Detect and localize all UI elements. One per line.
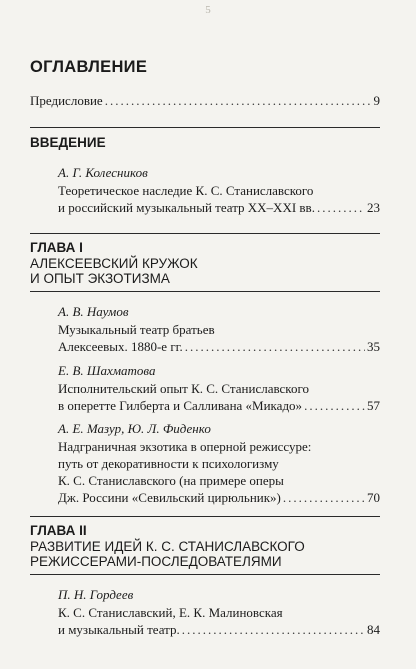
entry-title-line: К. С. Станиславский, Е. К. Малиновская (58, 605, 283, 620)
entry-page: 23 (367, 200, 380, 215)
entry-title-line: Дж. Россини «Севильский цирюльник») (58, 490, 281, 505)
page-folio: 5 (205, 4, 211, 16)
entry-title-line: и музыкальный театр. (58, 622, 180, 637)
entry-author: А. Е. Мазур, Ю. Л. Фиденко (58, 421, 211, 436)
entry-title-line: Музыкальный театр братьев (58, 322, 215, 337)
toc-title: ОГЛАВЛЕНИЕ (30, 58, 148, 76)
section-subtitle-line: РЕЖИССЕРАМИ-ПОСЛЕДОВАТЕЛЯМИ (30, 554, 282, 569)
section-rule (30, 291, 380, 292)
dot-leader (283, 489, 365, 506)
section-heading-ch2: ГЛАВА II РАЗВИТИЕ ИДЕЙ К. С. СТАНИСЛАВСКОГО РЕЖИССЕРАМИ-ПОСЛЕДОВАТЕЛЯМИ (30, 523, 380, 570)
entry-title-line: путь от декоративности к психологизму (58, 456, 279, 471)
toc-entry[interactable] (58, 321, 380, 355)
section-rule (30, 516, 380, 517)
entry-title-line: Исполнительский опыт К. С. Станиславского (58, 381, 309, 396)
entry-page: 70 (367, 490, 380, 505)
entry-page: 57 (367, 398, 380, 413)
entry-author: П. Н. Гордеев (58, 587, 134, 602)
entry-page: 9 (373, 93, 380, 108)
dot-leader (304, 397, 365, 414)
section-subtitle-line: АЛЕКСЕЕВСКИЙ КРУЖОК (30, 255, 198, 271)
section-rule (30, 574, 380, 575)
entry-title-line: Теоретическое наследие К. С. Станиславского (58, 183, 314, 198)
entry-title-line: К. С. Станиславского (на примере оперы (58, 473, 284, 488)
section-heading-ch1: ГЛАВА I АЛЕКСЕЕВСКИЙ КРУЖОК И ОПЫТ ЭКЗОТИЗМА (30, 240, 380, 287)
section-rule (30, 233, 380, 234)
entry-title-line: в оперетте Гилберта и Салливана «Микадо» (58, 398, 303, 413)
section-heading-intro: ВВЕДЕНИЕ (30, 135, 106, 150)
entry-title-line: Алексеевых. 1880-е гг. (58, 339, 183, 354)
section-subtitle-line: РАЗВИТИЕ ИДЕЙ К. С. СТАНИСЛАВСКОГО (30, 538, 305, 554)
section-subtitle-line: И ОПЫТ ЭКЗОТИЗМА (30, 271, 170, 286)
entry-title-line: Надграничная экзотика в оперной режиссуре: (58, 439, 312, 454)
entry-author: А. В. Наумов (58, 304, 129, 319)
entry-author: А. Г. Колесников (58, 165, 148, 180)
section-rule (30, 127, 380, 128)
entry-page: 35 (367, 339, 380, 354)
dot-leader (105, 93, 372, 109)
toc-entry[interactable] (58, 438, 380, 506)
toc-entry[interactable] (58, 182, 380, 216)
toc-entry[interactable] (58, 604, 380, 638)
dot-leader (182, 621, 365, 638)
entry-label: Предисловие (30, 93, 103, 108)
dot-leader (317, 199, 365, 216)
toc-entry-preface[interactable] (30, 93, 380, 109)
entry-author: Е. В. Шахматова (58, 363, 156, 378)
entry-page: 84 (367, 622, 380, 637)
dot-leader (185, 338, 365, 355)
toc-entry[interactable] (58, 380, 380, 414)
entry-title-line: и российский музыкальный театр XX–XXI вв. (58, 200, 315, 215)
